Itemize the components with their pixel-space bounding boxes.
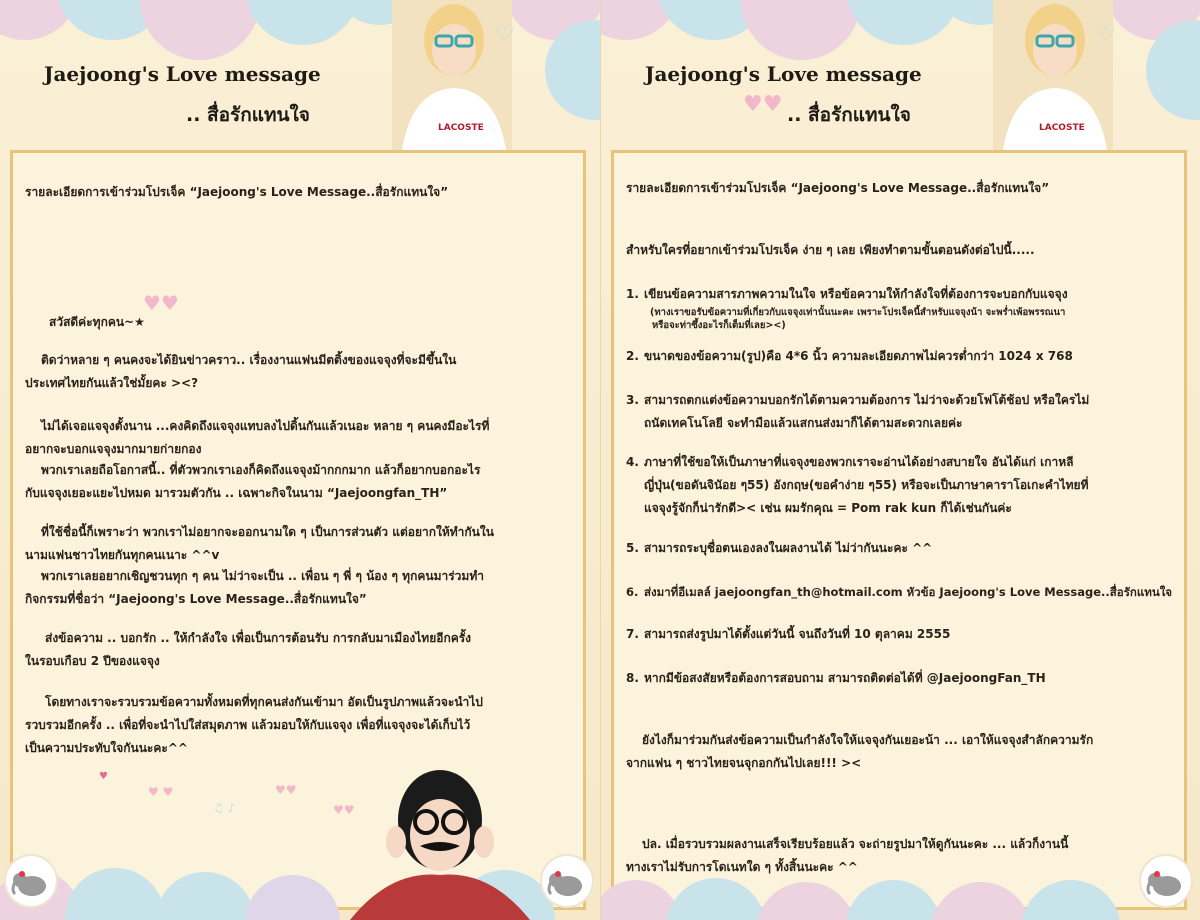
- list-item: 4. ภาษาที่ใช้ขอให้เป็นภาษาที่แจจุงของพวกเราจะอ่านได้อย่างสบายใจ อันได้แก่ เกาหลี ญี่ปุ่น(ขอดันจินัอย ๆ55) อังกฤษ(ขอคำง่าย ๆ55) หรือจะเป็นภาษาคาราโอเกะคำไทยที่ แจจุงรู้จักก็น่ารักดี>< เช่น ผมรักคุณ = Pom rak kun ก็ได้เช่นกันค่ะ: [626, 455, 1089, 515]
- deco-circle: [140, 0, 260, 60]
- list-item: 6. ส่งมาที่อีเมลล์ jaejoongfan_th@hotmail.com หัวข้อ Jaejoong's Love Message..สื่อรักแทนใจ: [626, 585, 1173, 599]
- heart-icon: ♥ ♥: [148, 785, 174, 799]
- heart-icon: ♥♥: [275, 783, 297, 797]
- page-subtitle: .. สื่อรักแทนใจ: [186, 104, 310, 126]
- heading: รายละเอียดการเข้าร่วมโปรเจ็ค “Jaejoong's Love Message..สื่อรักแทนใจ”: [626, 181, 1050, 195]
- svg-text:LACOSTE: LACOSTE: [438, 123, 484, 133]
- paragraph: พวกเราเลยถือโอกาสนี้.. ที่ตัวพวกเราเองก็คิดถึงแจจุงม้ากกกมาก แล้วก็อยากบอกอะไร กับแจจุงเยอะแยะไปหมด มารวมตัวกัน .. เฉพาะกิจในนาม “Jaejoongfan_TH”: [25, 463, 481, 500]
- list-item: 1. เขียนข้อความสารภาพความในใจ หรือข้อความให้กำลังใจที่ต้องการจะบอกกับแจจุง (ทางเราขอรับข้อความที่เกี่ยวกับแจจุงเท่านั้นนะคะ เพราะโปรเจ็คนี้สำหรับแจจุงน้า จะพร่ำเพ้อพรรณนา หรือจะท่าซึ้งอะไรก็เต็มที่เลย><): [626, 287, 1068, 331]
- deco-circle: [741, 0, 861, 60]
- page-subtitle: .. สื่อรักแทนใจ: [787, 104, 911, 126]
- paragraph: พวกเราเลยอยากเชิญชวนทุก ๆ คน ไม่ว่าจะเป็น .. เพื่อน ๆ พี่ ๆ น้อง ๆ ทุกคนมาร่วมทำ กิจกรรมที่ชื่อว่า “Jaejoong's Love Message..สื่อรักแทนใจ”: [25, 569, 484, 606]
- heading: รายละเอียดการเข้าร่วมโปรเจ็ค “Jaejoong's Love Message..สื่อรักแทนใจ”: [25, 185, 449, 199]
- closing-paragraph: ยังไงก็มาร่วมกันส่งข้อความเป็นกำลังใจให้แจจุงกันเยอะน้า ... เอาให้แจจุงสำลักความรัก จากแฟน ๆ ชาวไทยจนจุกอกกันไปเลย!!! ><: [626, 733, 1094, 770]
- heart-icon: ♥: [99, 771, 108, 782]
- intro: สำหรับใครที่อยากเข้าร่วมโปรเจ็ค ง่าย ๆ เลย เพียงทำตามขั้นตอนดังต่อไปนี้.....: [626, 243, 1035, 257]
- heart-icon: ♥♥: [743, 92, 783, 117]
- postscript: ปล. เมื่อรวบรวมผลงานเสร็จเรียบร้อยแล้ว จะถ่ายรูปมาให้ดูกันนะคะ ... แล้วก็งานนี้ ทางเราไม่รับการโดเนทใด ๆ ทั้งสิ้นนะคะ ^^: [626, 837, 1069, 874]
- content-box: [611, 150, 1187, 910]
- jaejoong-portrait: [993, 0, 1113, 150]
- list-item: 7. สามารถส่งรูปมาได้ตั้งแต่วันนี้ จนถึงวันที่ 10 ตุลาคม 2555: [626, 627, 951, 641]
- heart-icon: ♥♥: [143, 291, 179, 315]
- page-title: Jaejoong's Love message: [44, 62, 321, 86]
- paragraph: โดยทางเราจะรวบรวมข้อความทั้งหมดที่ทุกคนส่งกันเข้ามา อัดเป็นรูปภาพแล้วจะนำไป รวบรวมอีกครั้ง .. เพื่อที่จะนำไปใส่สมุดภาพ แล้วมอบให้กับแจจุง เพื่อที่แจจุงจะได้เก็บไว้ เป็นความประทับใจกันนะคะ^^: [25, 695, 483, 755]
- paragraph: ติดว่าหลาย ๆ คนคงจะได้ยินข่าวคราว.. เรื่องงานแฟนมีตติ้งของแจจุงที่จะมีขึ้นใน ประเทศไทยกันแล้วใช่มั้ยคะ ><?: [25, 353, 457, 390]
- elephant-icon: [542, 856, 592, 906]
- elephant-icon: [6, 856, 56, 906]
- list-item: 2. ขนาดของข้อความ(รูป)คือ 4*6 นิ้ว ความละเอียดภาพไม่ควรต่ำกว่า 1024 x 768: [626, 349, 1073, 363]
- greeting: สวัสดีค่ะทุกคน~★: [49, 315, 145, 329]
- heart-icon: ♥♥: [333, 803, 355, 817]
- heart-icon: ♡: [495, 22, 515, 47]
- paragraph: ส่งข้อความ .. บอกรัก .. ให้กำลังใจ เพื่อเป็นการต้อนรับ การกลับมาเมืองไทยอีกครั้ง ในรอบเกือบ 2 ปีของแจจุง: [25, 631, 472, 668]
- list-item: 5. สามารถระบุชื่อตนเองลงในผลงานได้ ไม่ว่ากันนะคะ ^^: [626, 541, 933, 555]
- heart-icon: ♡: [1096, 22, 1116, 47]
- paragraph: ไม่ได้เจอแจจุงตั้งนาน ...คงคิดถึงแจจุงแทบลงไปดิ้นกันแล้วเนอะ หลาย ๆ คนคงมีอะไรที่ อยากจะบอกแจจุงมากมายก่ายกอง: [25, 419, 490, 456]
- music-note-icon: ♫ ♪: [213, 801, 236, 815]
- list-item: 3. สามารถตกแต่งข้อความบอกรักได้ตามความต้องการ ไม่ว่าจะด้วยโฟโต้ช้อป หรือใครไม่ ถนัดเทคโนโลยี จะทำมือแล้วแสกนส่งมาก็ได้ตามสะดวกเลยค่ะ: [626, 393, 1090, 430]
- right-page: [600, 0, 1200, 920]
- paragraph: ที่ใช้ชื่อนี้ก็เพราะว่า พวกเราไม่อยากจะออกนามใด ๆ เป็นการส่วนตัว แต่อยากให้ทำกันใน นามแฟนชาวไทยกันทุกคนเนาะ ^^v: [25, 525, 494, 562]
- jaejoong-portrait: [392, 0, 512, 150]
- elephant-icon: [1141, 856, 1191, 906]
- list-item: 8. หากมีข้อสงสัยหรือต้องการสอบถาม สามารถติดต่อได้ที่ @JaejoongFan_TH: [626, 671, 1046, 685]
- page-title: Jaejoong's Love message: [645, 62, 922, 86]
- svg-text:LACOSTE: LACOSTE: [1039, 123, 1085, 133]
- jaejoong-bottom-portrait: [350, 760, 530, 920]
